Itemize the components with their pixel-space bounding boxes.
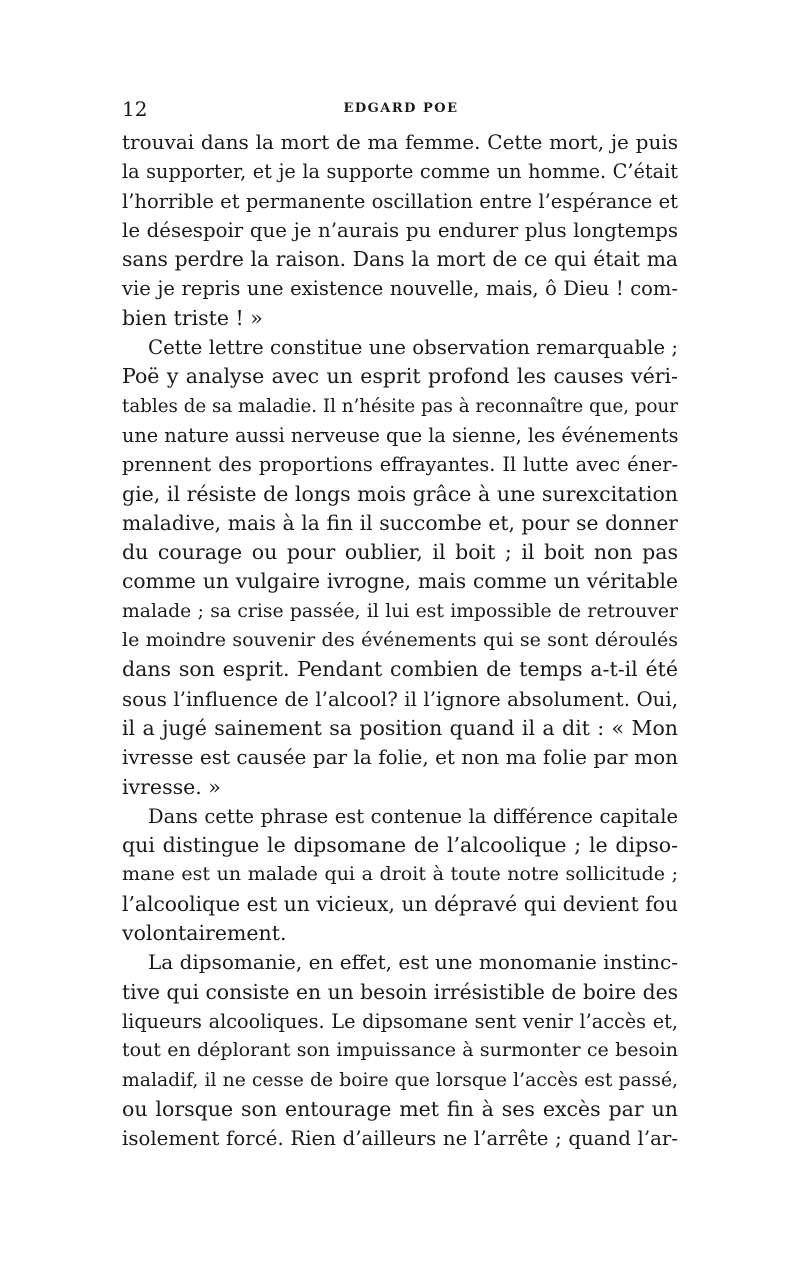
text-line: la supporter, et je la supporte comme un homme. C’était <box>122 160 678 184</box>
running-head <box>122 96 680 122</box>
text-line: malade ; sa crise passée, il lui est impossible de retrouver <box>122 600 678 622</box>
text-line: une nature aussi nerveuse que la sienne, les événements <box>122 423 679 447</box>
text-line: comme un vulgaire ivrogne, mais comme un véritable <box>122 569 678 594</box>
text-line: isolement forcé. Rien d’ailleurs ne l’arrête ; quand l’ar- <box>122 1127 678 1151</box>
page-number: 12 <box>122 97 148 121</box>
paragraph-start-line: Cette lettre constitue une observation remarquable ; <box>148 336 678 360</box>
text-line: le moindre souvenir des événements qui se sont déroulés <box>122 629 678 652</box>
text-line: du courage ou pour oublier, il boit ; il boit non pas <box>122 540 678 565</box>
text-line: gie, il résiste de longs mois grâce à une surexcitation <box>122 481 678 506</box>
text-line: Poë y analyse avec un esprit profond les causes véri- <box>122 364 678 389</box>
text-line: tables de sa maladie. Il n’hésite pas à reconnaître que, pour <box>122 395 678 417</box>
text-line: ou lorsque son entourage met fin à ses excès par un <box>122 1096 678 1121</box>
text-line: l’horrible et permanente oscillation entre l’espérance et <box>122 189 678 213</box>
text-line: qui distingue le dipsomane de l’alcoolique ; le dipso- <box>122 833 678 858</box>
text-line: vie je repris une existence nouvelle, mais, ô Dieu ! com- <box>122 277 678 301</box>
text-line: ivresse est causée par la folie, et non ma folie par mon <box>122 745 678 770</box>
text-line: maladif, il ne cesse de boire que lorsque l’accès est passé, <box>122 1069 678 1091</box>
text-line: tive qui consiste en un besoin irrésistible de boire des <box>122 979 678 1004</box>
text-line: dans son esprit. Pendant combien de temps a-t-il été <box>122 657 678 682</box>
text-line: prennent des proportions effrayantes. Il lutte avec éner- <box>122 453 678 477</box>
text-line: volontairement. <box>122 921 287 946</box>
paragraph-start-line: Dans cette phrase est contenue la différence capitale <box>148 804 678 828</box>
text-line: le désespoir que je n’aurais pu endurer plus longtemps <box>122 218 678 242</box>
text-line: tout en déplorant son impuissance à surmonter ce besoin <box>122 1039 678 1062</box>
text-line: bien triste ! » <box>122 305 263 330</box>
paragraph-start-line: La dipsomanie, en effet, est une monomanie instinc- <box>148 950 678 975</box>
text-line: il a jugé sainement sa position quand il a dit : « Mon <box>122 715 678 740</box>
running-title: EDGARD POE <box>343 101 459 116</box>
text-line: liqueurs alcooliques. Le dipsomane sent venir l’accès et, <box>122 1009 678 1033</box>
text-line: trouvai dans la mort de ma femme. Cette mort, je puis <box>122 130 678 154</box>
body-text <box>122 128 678 1153</box>
text-line: sous l’influence de l’alcool? il l’ignore absolument. Oui, <box>122 687 678 711</box>
text-line: maladive, mais à la fin il succombe et, pour se donner <box>122 510 678 535</box>
text-line: l’alcoolique est un vicieux, un dépravé qui devient fou <box>122 891 678 916</box>
text-line: ivresse. » <box>122 774 221 799</box>
text-line: mane est un malade qui a droit à toute notre sollicitude ; <box>122 863 678 886</box>
text-line: sans perdre la raison. Dans la mort de ce qui était ma <box>122 247 678 272</box>
